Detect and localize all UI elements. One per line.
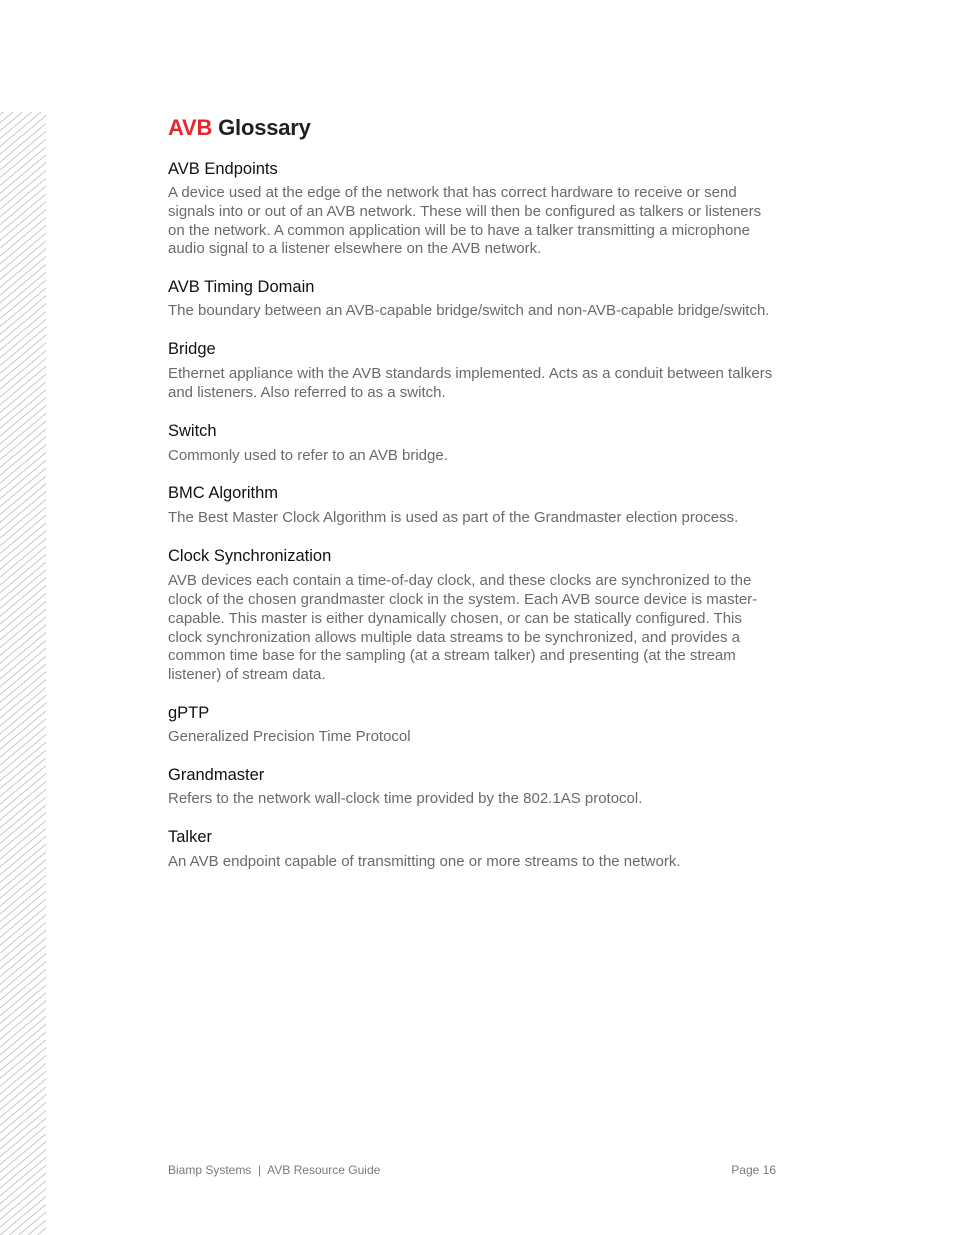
term-definition: Ethernet appliance with the AVB standards implemented. Acts as a conduit between talkers and listeners. Also referred to as a switch. [168,364,773,401]
glossary-content [168,112,780,871]
page-title [168,112,780,144]
term-definition: An AVB endpoint capable of transmitting one or more streams to the network. [168,852,681,870]
term-definition: A device used at the edge of the network that has correct hardware to receive or send signals into or out of an AVB network. These will then be configured as talkers or listeners on the network. A common application will be to have a talker transmitting a microphone audio signal to a listener elsewhere on the AVB network. [168,184,762,258]
term-definition: The Best Master Clock Algorithm is used as part of the Grandmaster election process. [168,509,739,527]
term-heading: Switch [168,421,217,440]
footer-page-number: Page 16 [731,1163,776,1177]
term-definition: AVB devices each contain a time-of-day clock, and these clocks are synchronized to the clock of the chosen grandmaster clock in the system. Each AVB source device is master-capable. This master is either dynamically chosen, or can be statically configured. This clock synchronization allows multiple data streams to be synchronized, and provides a common time base for the sampling (at a stream talker) and presenting (at the stream listener) of stream data. [168,572,758,684]
page-title-accent: AVB [168,115,213,140]
term-heading: AVB Timing Domain [168,278,315,297]
glossary-entry-avb-endpoints [168,159,780,259]
term-heading: Grandmaster [168,765,265,784]
decorative-stripe-band [0,112,46,1235]
glossary-entry-bmc-algorithm [168,483,780,528]
term-heading: Clock Synchronization [168,547,332,566]
glossary-entry-grandmaster [168,765,780,809]
term-heading: gPTP [168,703,210,722]
term-heading: Talker [168,827,213,846]
term-definition: Commonly used to refer to an AVB bridge. [168,446,448,464]
term-heading: Bridge [168,339,216,358]
page-title-rest: Glossary [212,115,311,140]
glossary-entry-talker [168,827,780,872]
footer-doc-label: Biamp Systems | AVB Resource Guide [168,1163,381,1177]
term-heading: BMC Algorithm [168,484,279,503]
glossary-entry-switch [168,421,780,466]
term-heading: AVB Endpoints [168,160,278,178]
term-definition: Refers to the network wall-clock time provided by the 802.1AS protocol. [168,789,643,807]
glossary-entry-avb-timing-domain [168,277,780,321]
glossary-entry-bridge [168,339,780,403]
glossary-entry-gptp [168,703,780,747]
glossary-entry-clock-synchronization [168,546,780,685]
term-definition: The boundary between an AVB-capable bridge/switch and non-AVB-capable bridge/switch. [168,302,770,320]
term-definition: Generalized Precision Time Protocol [168,727,411,745]
